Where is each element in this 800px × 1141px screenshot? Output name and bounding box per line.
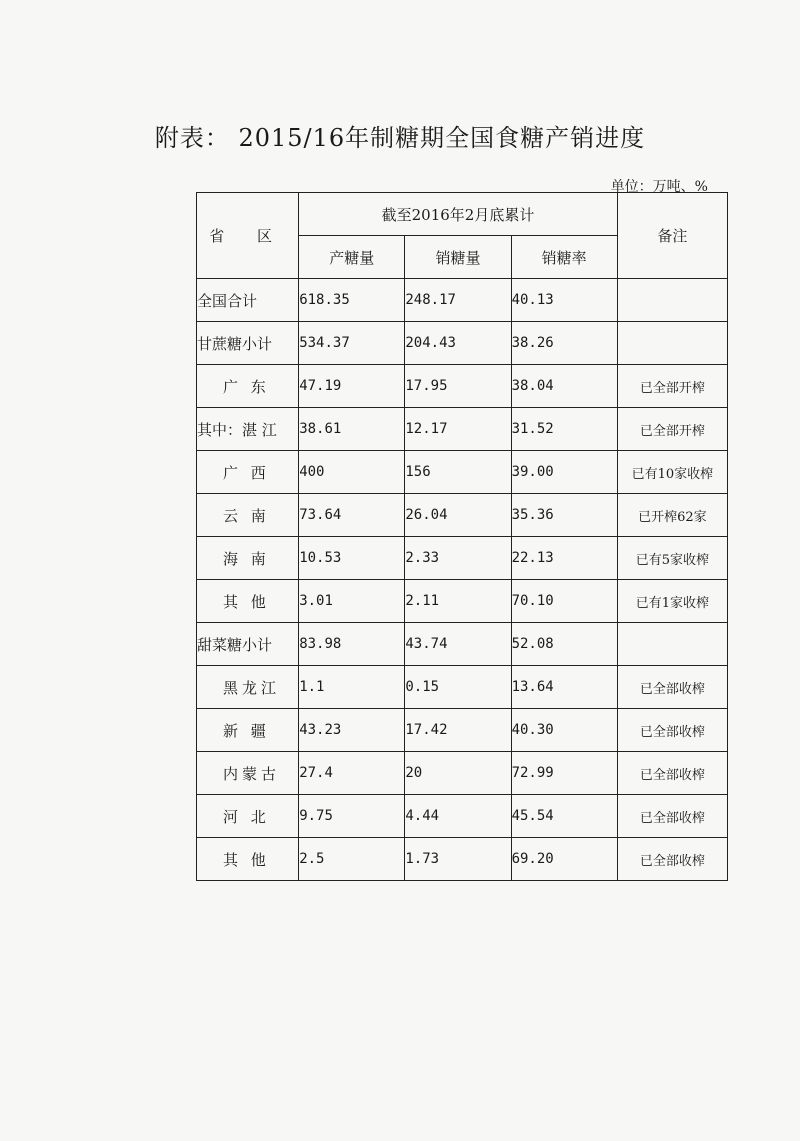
production-cell: 83.98 [299,623,405,666]
province-cell: 新 疆 [197,709,299,752]
production-cell: 3.01 [299,580,405,623]
header-production: 产糖量 [299,236,405,279]
sugar-table [196,192,728,881]
sales-cell: 4.44 [405,795,511,838]
province-cell: 其中：湛 江 [197,408,299,451]
table-row [197,451,728,494]
note-cell: 已开榨62家 [617,494,727,537]
sales-cell: 17.42 [405,709,511,752]
production-cell: 2.5 [299,838,405,881]
table-row [197,666,728,709]
note-cell: 已有5家收榨 [617,537,727,580]
production-cell: 400 [299,451,405,494]
page-title: 附表： 2015/16年制糖期全国食糖产销进度 [154,124,646,152]
table-row [197,408,728,451]
table-row [197,752,728,795]
rate-cell: 70.10 [511,580,617,623]
note-cell: 已全部收榨 [617,752,727,795]
province-cell: 海 南 [197,537,299,580]
rate-cell: 52.08 [511,623,617,666]
rate-cell: 39.00 [511,451,617,494]
production-cell: 38.61 [299,408,405,451]
sales-cell: 2.33 [405,537,511,580]
header-note: 备注 [617,193,727,279]
sales-cell: 2.11 [405,580,511,623]
production-cell: 9.75 [299,795,405,838]
table-row [197,838,728,881]
production-cell: 43.23 [299,709,405,752]
note-cell [617,322,727,365]
sales-cell: 0.15 [405,666,511,709]
header-group: 截至2016年2月底累计 [299,193,618,236]
table-row [197,365,728,408]
province-cell: 广 西 [197,451,299,494]
province-cell: 其 他 [197,580,299,623]
province-cell: 甜菜糖小计 [197,623,299,666]
note-cell: 已全部收榨 [617,666,727,709]
sales-cell: 26.04 [405,494,511,537]
sales-cell: 204.43 [405,322,511,365]
table-row [197,623,728,666]
table-row [197,709,728,752]
rate-cell: 22.13 [511,537,617,580]
province-cell: 河 北 [197,795,299,838]
production-cell: 534.37 [299,322,405,365]
province-cell: 内蒙古 [197,752,299,795]
table-row [197,494,728,537]
rate-cell: 72.99 [511,752,617,795]
note-cell: 已全部收榨 [617,709,727,752]
note-cell [617,623,727,666]
note-cell: 已有10家收榨 [617,451,727,494]
production-cell: 1.1 [299,666,405,709]
sales-cell: 248.17 [405,279,511,322]
table-row [197,537,728,580]
rate-cell: 13.64 [511,666,617,709]
province-cell: 其 他 [197,838,299,881]
sales-cell: 17.95 [405,365,511,408]
table-row [197,795,728,838]
rate-cell: 40.30 [511,709,617,752]
production-cell: 73.64 [299,494,405,537]
rate-cell: 45.54 [511,795,617,838]
table-row [197,279,728,322]
rate-cell: 35.36 [511,494,617,537]
sales-cell: 20 [405,752,511,795]
sales-cell: 12.17 [405,408,511,451]
note-cell [617,279,727,322]
unit-label: 单位：万吨、% [610,179,708,195]
note-cell: 已全部收榨 [617,795,727,838]
note-cell: 已全部开榨 [617,408,727,451]
province-cell: 云 南 [197,494,299,537]
province-cell: 黑龙江 [197,666,299,709]
table-header-row [197,193,728,236]
note-cell: 已有1家收榨 [617,580,727,623]
header-rate: 销糖率 [511,236,617,279]
header-sales: 销糖量 [405,236,511,279]
rate-cell: 38.26 [511,322,617,365]
note-cell: 已全部开榨 [617,365,727,408]
rate-cell: 69.20 [511,838,617,881]
table-row [197,322,728,365]
sales-cell: 156 [405,451,511,494]
rate-cell: 31.52 [511,408,617,451]
sales-cell: 1.73 [405,838,511,881]
production-cell: 618.35 [299,279,405,322]
rate-cell: 38.04 [511,365,617,408]
header-province: 省 区 [197,193,299,279]
table-row [197,580,728,623]
province-cell: 全国合计 [197,279,299,322]
province-cell: 甘蔗糖小计 [197,322,299,365]
production-cell: 47.19 [299,365,405,408]
production-cell: 10.53 [299,537,405,580]
province-cell: 广 东 [197,365,299,408]
note-cell: 已全部收榨 [617,838,727,881]
rate-cell: 40.13 [511,279,617,322]
production-cell: 27.4 [299,752,405,795]
sales-cell: 43.74 [405,623,511,666]
